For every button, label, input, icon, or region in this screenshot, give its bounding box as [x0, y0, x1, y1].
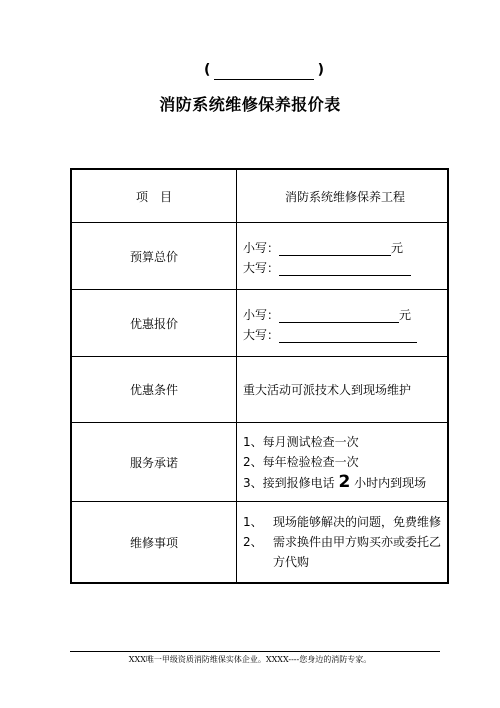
- header-value-cell: 消防系统维修保养工程: [237, 169, 449, 223]
- service-item-3: [243, 472, 447, 492]
- budget-value-cell: [237, 223, 449, 290]
- discount-value-cell: [237, 290, 449, 357]
- header-label-cell: 项 目: [71, 169, 237, 223]
- page-title: 消防系统维修保养报价表: [159, 95, 341, 114]
- repair-item-1-text: 现场能够解决的问题，免费维修: [273, 515, 442, 529]
- repair-item-1: [243, 512, 447, 532]
- table-row-repair: [71, 502, 448, 584]
- document-number-blank: [214, 79, 314, 80]
- discount-big-label: 大写：: [243, 328, 280, 342]
- table-row-budget: [71, 223, 448, 290]
- conditions-value: 重大活动可派技术人到现场维护: [237, 357, 449, 423]
- conditions-label: 优惠条件: [71, 357, 237, 423]
- discount-small-blank[interactable]: [279, 308, 399, 323]
- budget-unit: 元: [391, 241, 404, 255]
- discount-big-blank[interactable]: [279, 328, 417, 343]
- repair-item-2: [243, 532, 447, 572]
- repair-value-cell: [237, 502, 449, 584]
- budget-small-blank[interactable]: [279, 241, 391, 256]
- service-item-1: 1、每月测试检查一次: [243, 435, 359, 449]
- table-row-conditions: [71, 357, 448, 423]
- discount-label: 优惠报价: [71, 290, 237, 357]
- table-row-discount: [71, 290, 448, 357]
- quote-table: [70, 168, 449, 584]
- repair-item-2-text: 需求换件由甲方购买亦或委托乙方代购: [273, 535, 442, 569]
- footer-divider: [70, 651, 440, 652]
- budget-big-line: [243, 256, 447, 276]
- table-row-header: [71, 169, 448, 223]
- service-response-hours: 2: [338, 472, 351, 492]
- footer-text: XXX唯一甲级资质消防维保实体企业。XXXX----您身边的消防专家。: [128, 655, 372, 664]
- repair-item-2-num: 2、: [243, 535, 263, 549]
- service-label: 服务承诺: [71, 423, 237, 502]
- budget-label: 预算总价: [71, 223, 237, 290]
- repair-label: 维修事项: [71, 502, 237, 584]
- discount-small-line: [243, 303, 447, 323]
- discount-big-line: [243, 323, 447, 343]
- budget-small-line: [243, 236, 447, 256]
- budget-small-label: 小写：: [243, 241, 280, 255]
- service-item-3-suffix: 小时内到现场: [354, 476, 427, 490]
- service-item-3-prefix: 3、接到报修电话: [243, 476, 335, 490]
- service-value-cell: [237, 423, 449, 502]
- discount-small-label: 小写：: [243, 308, 280, 322]
- budget-big-label: 大写：: [243, 261, 280, 275]
- open-paren: (: [204, 62, 211, 78]
- repair-item-1-num: 1、: [243, 515, 263, 529]
- discount-unit: 元: [399, 308, 412, 322]
- table-row-service: [71, 423, 448, 502]
- close-paren: ): [317, 62, 324, 78]
- budget-big-blank[interactable]: [279, 261, 411, 276]
- service-item-2: 2、每年检验检查一次: [243, 455, 359, 469]
